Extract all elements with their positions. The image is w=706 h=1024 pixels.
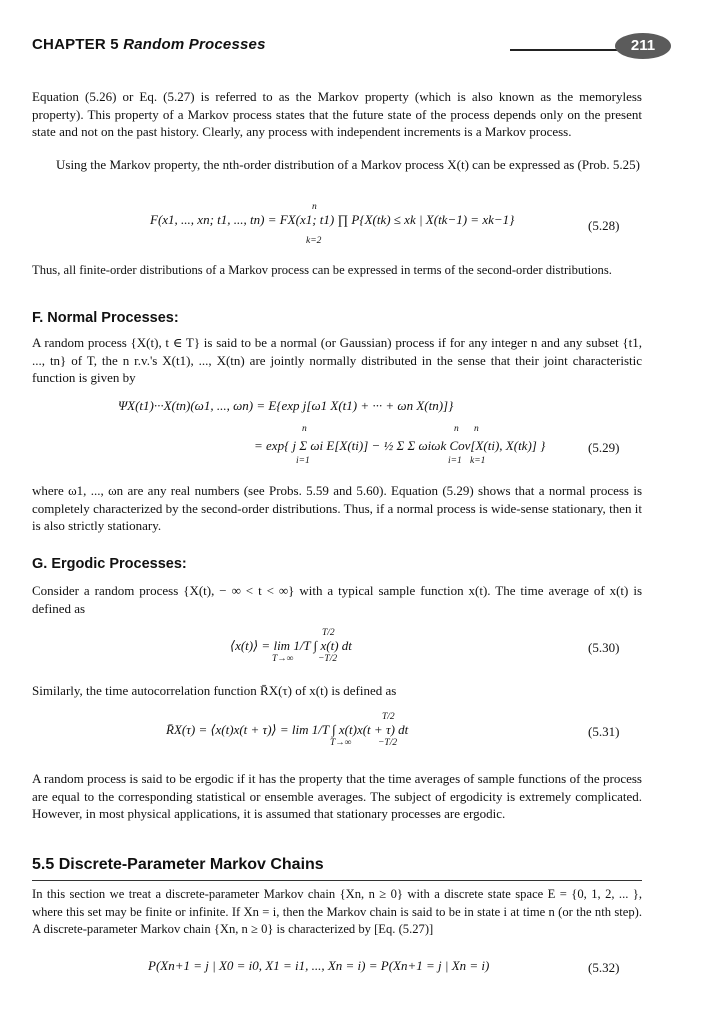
eq-5-29-lower-1: i=1 xyxy=(296,456,310,466)
equation-5-29-line2: = exp{ j Σ ωi E[X(ti)] − ½ Σ Σ ωiωk Cov[X(ti), X(tk)] } xyxy=(254,438,546,453)
chapter-title: Random Processes xyxy=(123,36,266,53)
section-5-5-heading: 5.5 Discrete-Parameter Markov Chains xyxy=(32,856,324,873)
eq-5-30-lower: −T/2 xyxy=(318,654,338,664)
eq-5-28-body: (x1, ..., xn; t1, ..., tn) = FX(x1; t1) ∏ P{X(tk) ≤ xk | X(tk−1) = xk−1} xyxy=(157,212,515,227)
eq-5-31-number: (5.31) xyxy=(588,724,620,739)
eq-5-29-lower-2: i=1 xyxy=(448,456,462,466)
eq-5-31-lower: −T/2 xyxy=(378,738,398,748)
equation-5-30: ⟨x(t)⟩ = lim 1/T ∫ x(t) dt xyxy=(230,638,352,653)
paragraph-normal-wss: where ω1, ..., ωn are any real numbers (see Probs. 5.59 and 5.60). Equation (5.29) shows that a normal process is completely characterized by the second-order distributions. Thus, if a normal process is wide-sense stationary, then it is also strictly stationary. xyxy=(32,483,642,533)
eq-5-31-limit: T→∞ xyxy=(330,738,352,748)
equation-5-32: P(Xn+1 = j | X0 = i0, X1 = i1, ..., Xn = i) = P(Xn+1 = j | Xn = i) xyxy=(148,958,490,973)
chapter-heading xyxy=(32,36,266,53)
equation-5-29-line1: ΨX(t1)···X(tn)(ω1, ..., ωn) = E{exp j[ω1 X(t1) + ··· + ωn X(tn)]} xyxy=(118,398,454,413)
eq-5-28-lhs: F xyxy=(150,212,158,227)
paragraph-finite-order: Thus, all finite-order distributions of a Markov process can be expressed in terms of the second-order distributions. xyxy=(32,263,612,277)
eq-5-28-lower: k=2 xyxy=(306,236,322,246)
section-ergodic-processes: G. Ergodic Processes: xyxy=(32,556,187,572)
eq-5-29-upper-3: n xyxy=(474,424,479,434)
page-number: 211 xyxy=(615,33,671,59)
eq-5-28-number: (5.28) xyxy=(588,218,620,233)
eq-5-32-number: (5.32) xyxy=(588,960,620,975)
paragraph-normal-def: A random process {X(t), t ∈ T} is said to be a normal (or Gaussian) process if for any integer n and any subset {t1, ..., tn} of T, the n r.v.'s X(t1), ..., X(tn) are jointly normally distributed in the sense that their joint characteristic function is given by xyxy=(32,335,642,385)
paragraph-nth-order: Using the Markov property, the nth-order distribution of a Markov process X(t) can be expressed as (Prob. 5.25) xyxy=(56,157,641,172)
eq-5-29-number: (5.29) xyxy=(588,440,620,455)
header-rule xyxy=(510,49,620,51)
eq-5-30-limit: T→∞ xyxy=(272,654,294,664)
chapter-label: CHAPTER 5 xyxy=(32,36,119,53)
section-normal-processes: F. Normal Processes: xyxy=(32,310,179,326)
eq-5-29-lower-3: k=1 xyxy=(470,456,486,466)
eq-5-29-upper-2: n xyxy=(454,424,459,434)
paragraph-markov-chain: In this section we treat a discrete-parameter Markov chain {Xn, n ≥ 0} with a discrete state space E = {0, 1, 2, ... }, where this set may be finite or infinite. If Xn = i, then the Markov chain is said to be in state i at time n (or the nth step). A discrete-parameter Markov chain {Xn, n ≥ 0} is characterized by [Eq. (5.27)] xyxy=(32,887,642,936)
equation-5-31: R̄X(τ) = ⟨x(t)x(t + τ)⟩ = lim 1/T ∫ x(t)x(t + τ) dt xyxy=(166,722,409,737)
eq-5-30-upper: T/2 xyxy=(322,628,335,638)
page-header xyxy=(32,30,674,58)
eq-5-28-upper: n xyxy=(312,202,317,212)
paragraph-time-average: Consider a random process {X(t), − ∞ < t < ∞} with a typical sample function x(t). The time average of x(t) is defined as xyxy=(32,583,642,616)
eq-5-31-upper: T/2 xyxy=(382,712,395,722)
equation-5-28 xyxy=(150,212,514,228)
paragraph-ergodic-def: A random process is said to be ergodic if it has the property that the time averages of sample functions of the process are equal to the corresponding statistical or ensemble averages. The subject of ergodicity is extremely complicated. However, in most physical applications, it is assumed that stationary processes are ergodic. xyxy=(32,771,642,821)
eq-5-29-upper-1: n xyxy=(302,424,307,434)
section-rule xyxy=(32,880,642,881)
paragraph-time-autocorrelation: Similarly, the time autocorrelation function R̄X(τ) of x(t) is defined as xyxy=(32,683,397,698)
eq-5-30-number: (5.30) xyxy=(588,640,620,655)
paragraph-markov-property: Equation (5.26) or Eq. (5.27) is referred to as the Markov property (which is also known as the memoryless property). This property of a Markov process states that the future state of the process depends only on the present state and not on the past history. Clearly, any process with independent increments is a Markov process. xyxy=(32,89,642,139)
